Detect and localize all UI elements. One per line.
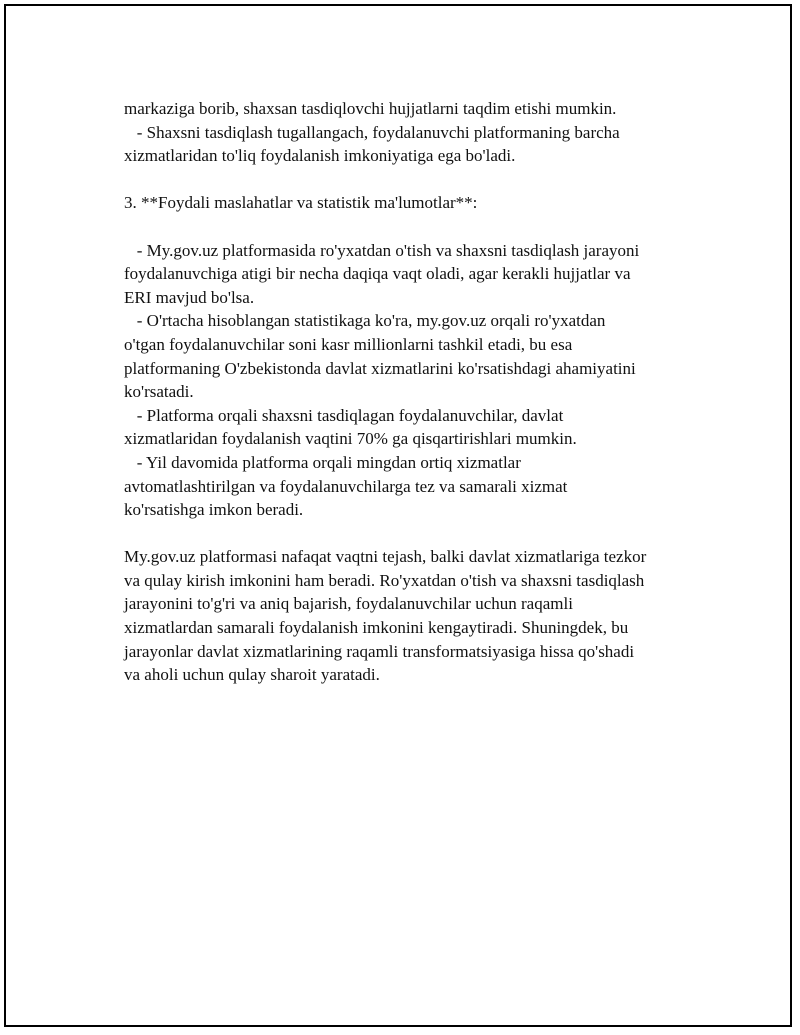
text-line: - Shaxsni tasdiqlash tugallangach, foydalanuvchi platformaning barcha [124,122,620,142]
text-line: - Yil davomida platforma orqali mingdan ortiq xizmatlar [124,452,521,472]
text-line: markaziga borib, shaxsan tasdiqlovchi hujjatlarni taqdim etishi mumkin. [124,99,617,118]
text-line: - My.gov.uz platformasida ro'yxatdan o'tish va shaxsni tasdiqlash jarayoni [124,240,640,260]
text-line: jarayonini to'g'ri va aniq bajarish, foydalanuvchilar uchun raqamli [124,594,573,614]
text-line: avtomatlashtirilgan va foydalanuvchilarga tez va samarali xizmat [124,476,568,496]
text-line: va aholi uchun qulay sharoit yaratadi. [124,665,380,685]
paragraph-spacer [124,168,724,192]
text-line: - O'rtacha hisoblangan statistikaga ko'ra, my.gov.uz orqali ro'yxatdan [124,311,606,331]
text-line: - Platforma orqali shaxsni tasdiqlagan foydalanuvchilar, davlat [124,405,564,425]
text-line: xizmatlaridan foydalanish vaqtini 70% ga qisqartirishlari mumkin. [124,429,577,449]
page-frame [4,4,792,1027]
section-heading: 3. **Foydali maslahatlar va statistik ma'lumotlar**: [124,193,478,213]
text-line: xizmatlardan samarali foydalanish imkonini kengaytiradi. Shuningdek, bu [124,618,629,638]
text-line: va qulay kirish imkonini ham beradi. Ro'yxatdan o'tish va shaxsni tasdiqlash [124,570,645,590]
paragraph-spacer [124,215,724,239]
text-line: ko'rsatadi. [124,382,194,402]
text-line: ko'rsatishga imkon beradi. [124,500,304,520]
text-line: ERI mavjud bo'lsa. [124,287,255,307]
text-line: xizmatlaridan to'liq foydalanish imkoniyatiga ega bo'ladi. [124,146,516,166]
text-line: platformaning O'zbekistonda davlat xizmatlarini ko'rsatishdagi ahamiyatini [124,358,636,378]
document-body [124,97,724,687]
text-line: My.gov.uz platformasi nafaqat vaqtni tejash, balki davlat xizmatlariga tezkor [124,547,647,567]
text-line: jarayonlar davlat xizmatlarining raqamli transformatsiyasiga hissa qo'shadi [124,641,635,661]
intro-paragraph [124,97,724,168]
conclusion-paragraph [124,545,724,687]
paragraph-spacer [124,522,724,546]
text-line: o'tgan foydalanuvchilar soni kasr millionlarni tashkil etadi, bu esa [124,334,573,354]
bullet-list [124,239,724,522]
text-line: foydalanuvchiga atigi bir necha daqiqa vaqt oladi, agar kerakli hujjatlar va [124,264,631,284]
